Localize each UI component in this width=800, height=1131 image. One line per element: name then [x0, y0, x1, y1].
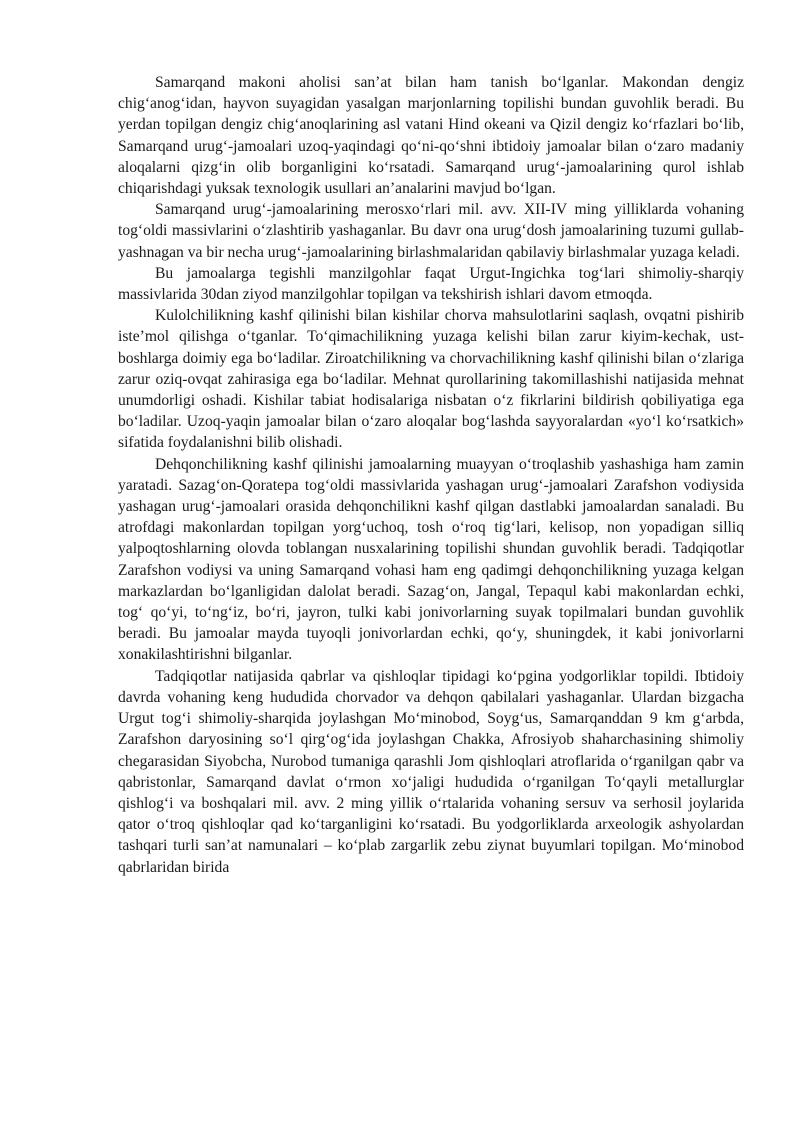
paragraph: Tadqiqotlar natijasida qabrlar va qishloqlar tipidagi ko‘pgina yodgorliklar topildi. Ibtidoiy davrda vohaning keng hududida chorvador va dehqon qabilalari yashaganlar. Ulardan bizgacha Urgut tog‘i shimoliy-sharqida joylashgan Mo‘minobod, Soyg‘us, Samarqanddan 9 km g‘arbda, Zarafshon daryosining so‘l qirg‘og‘ida joylashgan Chakka, Afrosiyob shaharchasining shimoliy chegarasidan Siyobcha, Nurobod tumaniga qarashli Jom qishloqlari atroflarida o‘rganilgan qabr va qabristonlar, Samarqand davlat o‘rmon xo‘jaligi hududida o‘rganilgan To‘qayli metallurglar qishlog‘i va boshqalari mil. avv. 2 ming yillik o‘rtalarida vohaning sersuv va serhosil joylarida qator o‘troq qishloqlar qad ko‘targanligini ko‘rsatadi. Bu yodgorliklarda arxeologik ashyolardan tashqari turli san’at namunalari – ko‘plab zargarlik zebu ziynat buyumlari topilgan. Mo‘minobod qabrlaridan birida — [118, 667, 744, 876]
document-body — [118, 72, 744, 878]
paragraph: Samarqand makoni aholisi san’at bilan ham tanish bo‘lganlar. Makondan dengiz chig‘anog‘idan, hayvon suyagidan yasalgan marjonlarning topilishi bundan guvohlik beradi. Bu yerdan topilgan dengiz chig‘anoqlarining asl vatani Hind okeani va Qizil dengiz ko‘rfazlari bo‘lib, Samarqand urug‘-jamoalari uzoq-yaqindagi qo‘ni-qo‘shni ibtidoiy jamoalar bilan o‘zaro madaniy aloqalarni qizg‘in olib borganligini ko‘rsatadi. Samarqand urug‘-jamoalarining qurol ishlab chiqarishdagi yuksak texnologik usullari an’analarini mavjud bo‘lgan. — [118, 74, 744, 198]
paragraph: Kulolchilikning kashf qilinishi bilan kishilar chorva mahsulotlarini saqlash, ovqatni pishirib iste’mol qilishga o‘tganlar. To‘qimachilikning yuzaga kelishi bilan zarur kiyim-kechak, ust-boshlarga doimiy ega bo‘ladilar. Ziroatchilikning va chorvachilikning kashf qilinishi bilan o‘zlariga zarur oziq-ovqat zahirasiga ega bo‘ladilar. Mehnat qurollarining takomillashishi natijasida mehnat unumdorligi oshadi. Kishilar tabiat hodisalariga nisbatan o‘z fikrlarini bildirish qobiliyatiga ega bo‘ladilar. Uzoq-yaqin jamoalar bilan o‘zaro aloqalar bog‘lashda sayyoralardan «yo‘l ko‘rsatkich» sifatida foydalanishni bilib olishadi. — [118, 307, 744, 452]
paragraph: Bu jamoalarga tegishli manzilgohlar faqat Urgut-Ingichka tog‘lari shimoliy-sharqiy massivlarida 30dan ziyod manzilgohlar topilgan va tekshirish ishlari davom etmoqda. — [118, 264, 744, 304]
paragraph: Samarqand urug‘-jamoalarining merosxo‘rlari mil. avv. XII-IV ming yilliklarda vohaning tog‘oldi massivlarini o‘zlashtirib yashaganlar. Bu davr ona urug‘dosh jamoalarining tuzumi gullab-yashnagan va bir necha urug‘-jamoalarining birlashmalaridan qabilaviy birlashmalar yuzaga keladi. — [118, 201, 744, 261]
paragraph: Dehqonchilikning kashf qilinishi jamoalarning muayyan o‘troqlashib yashashiga ham zamin yaratadi. Sazag‘on-Qoratepa tog‘oldi massivlarida yashagan urug‘-jamoalari Zarafshon vodiysida yashagan urug‘-jamoalari orasida dehqonchilikni kashf qilgan dastlabki jamoalardan sanaladi. Bu atrofdagi makonlardan topilgan yorg‘uchoq, tosh o‘roq tig‘lari, kelisop, non yopadigan silliq yalpoqtoshlarning olovda toblangan nusxalarining topilishi shundan guvohlik beradi. Tadqiqotlar Zarafshon vodiysi va uning Samarqand vohasi ham eng qadimgi dehqonchilikning yuzaga kelgan markazlardan bo‘lganligidan dalolat beradi. Sazag‘on, Jangal, Tepaqul kabi makonlardan echki, tog‘ qo‘yi, to‘ng‘iz, bo‘ri, jayron, tulki kabi jonivorlarning suyak topilmalari bundan guvohlik beradi. Bu jamoalar mayda tuyoqli jonivorlardan echki, qo‘y, shuningdek, it kabi jonivorlarni xonakilashtirishni bilganlar. — [118, 455, 744, 664]
